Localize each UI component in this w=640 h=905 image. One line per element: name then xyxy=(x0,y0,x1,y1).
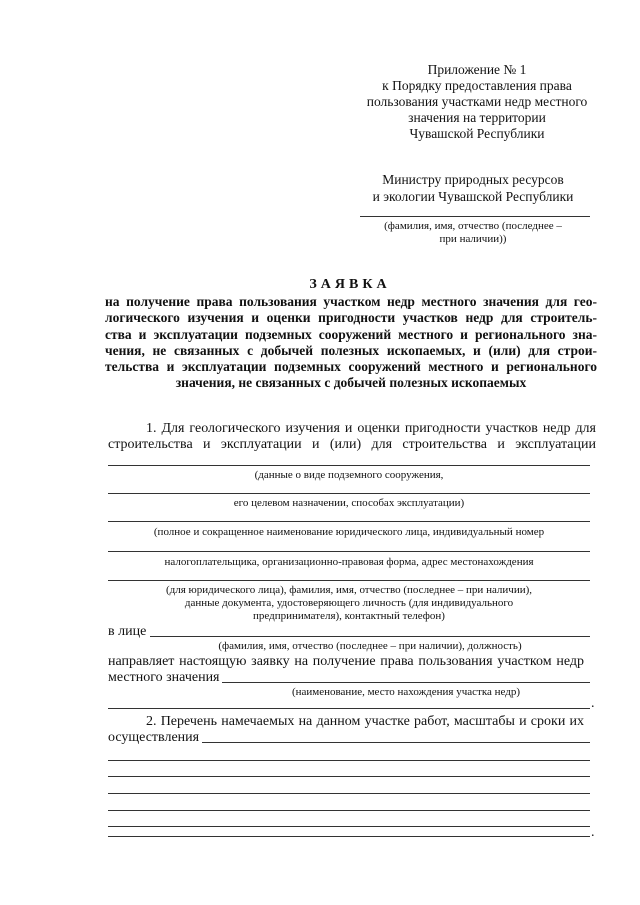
section1-line: 1. Для геологического изучения и оценки пригодности участков недр для xyxy=(146,421,596,436)
end-dot: . xyxy=(591,696,595,711)
appendix-block xyxy=(358,62,596,142)
field-caption: его целевом назначении, способах эксплуатации) xyxy=(233,497,465,509)
field-caption: (наименование, место нахождения участка недр) xyxy=(291,686,521,698)
heading-line: тельства и эксплуатации подземных сооружений местного и регионального xyxy=(105,359,597,375)
works-field[interactable] xyxy=(108,836,590,837)
appendix-line: пользования участками недр местного xyxy=(366,94,588,109)
addressee-block xyxy=(354,171,592,205)
field-caption: (для юридического лица), фамилия, имя, отчество (последнее – при наличии), xyxy=(165,584,533,596)
site-name-field[interactable] xyxy=(222,682,590,683)
document-title: ЗАЯВКА xyxy=(309,277,391,292)
directs-text: направляет настоящую заявку на получение права пользования участком недр xyxy=(108,654,584,669)
appendix-line: значения на территории xyxy=(408,110,546,125)
heading-line: значения, не связанных с добычей полезных ископаемых xyxy=(175,375,527,391)
appendix-line: Чувашской Республики xyxy=(409,126,545,141)
addressee-name-field[interactable] xyxy=(360,216,590,217)
heading-line: логического изучения и оценки пригодности участков недр для строитель- xyxy=(105,310,597,326)
caption-line: при наличии)) xyxy=(439,233,507,245)
end-dot: . xyxy=(591,825,595,840)
field-caption: (полное и сокращенное наименование юридического лица, индивидуальный номер xyxy=(153,526,545,538)
heading-line: на получение права пользования участком недр местного значения для гео- xyxy=(105,294,597,309)
applicant-name-field[interactable] xyxy=(108,521,590,522)
works-field[interactable] xyxy=(202,742,590,743)
field-caption: предпринимателя), контактный телефон) xyxy=(253,610,445,622)
works-field[interactable] xyxy=(108,826,590,827)
addressee-line: Министру природных ресурсов xyxy=(382,172,564,187)
section1-line: строительства и эксплуатации и (или) для строительства и эксплуатации xyxy=(108,437,596,452)
addressee-caption xyxy=(354,220,592,246)
addressee-line: и экологии Чувашской Республики xyxy=(372,189,574,204)
works-field[interactable] xyxy=(108,793,590,794)
local-value-label: местного значения xyxy=(108,670,220,685)
site-location-field[interactable] xyxy=(108,708,590,709)
representative-field[interactable] xyxy=(150,636,590,637)
section2-label: осуществления xyxy=(108,730,200,745)
field-caption: данные документа, удостоверяющего личность (для индивидуального xyxy=(184,597,514,609)
appendix-line: к Порядку предоставления права xyxy=(382,78,572,93)
appendix-line: Приложение № 1 xyxy=(427,62,527,77)
field-caption: налогоплательщика, организационно-правовая форма, адрес местонахождения xyxy=(164,556,534,568)
applicant-inn-field[interactable] xyxy=(108,551,590,552)
caption-line: (фамилия, имя, отчество (последнее – xyxy=(384,220,562,232)
applicant-details-field[interactable] xyxy=(108,580,590,581)
in-person-label: в лице xyxy=(108,624,147,639)
field-caption: (данные о виде подземного сооружения, xyxy=(254,469,444,481)
works-field[interactable] xyxy=(108,776,590,777)
structure-type-field[interactable] xyxy=(108,465,590,466)
field-caption: (фамилия, имя, отчество (последнее – при наличии), должность) xyxy=(218,640,522,652)
heading-line: ства и эксплуатации подземных сооружений местного и регионального зна- xyxy=(105,326,597,342)
heading-line: чения, не связанных с добычей полезных ископаемых, и (или) для строи- xyxy=(105,342,597,358)
structure-purpose-field[interactable] xyxy=(108,493,590,494)
works-field[interactable] xyxy=(108,760,590,761)
works-field[interactable] xyxy=(108,810,590,811)
section2-line: 2. Перечень намечаемых на данном участке работ, масштабы и сроки их xyxy=(146,714,584,729)
document-heading xyxy=(105,294,597,392)
